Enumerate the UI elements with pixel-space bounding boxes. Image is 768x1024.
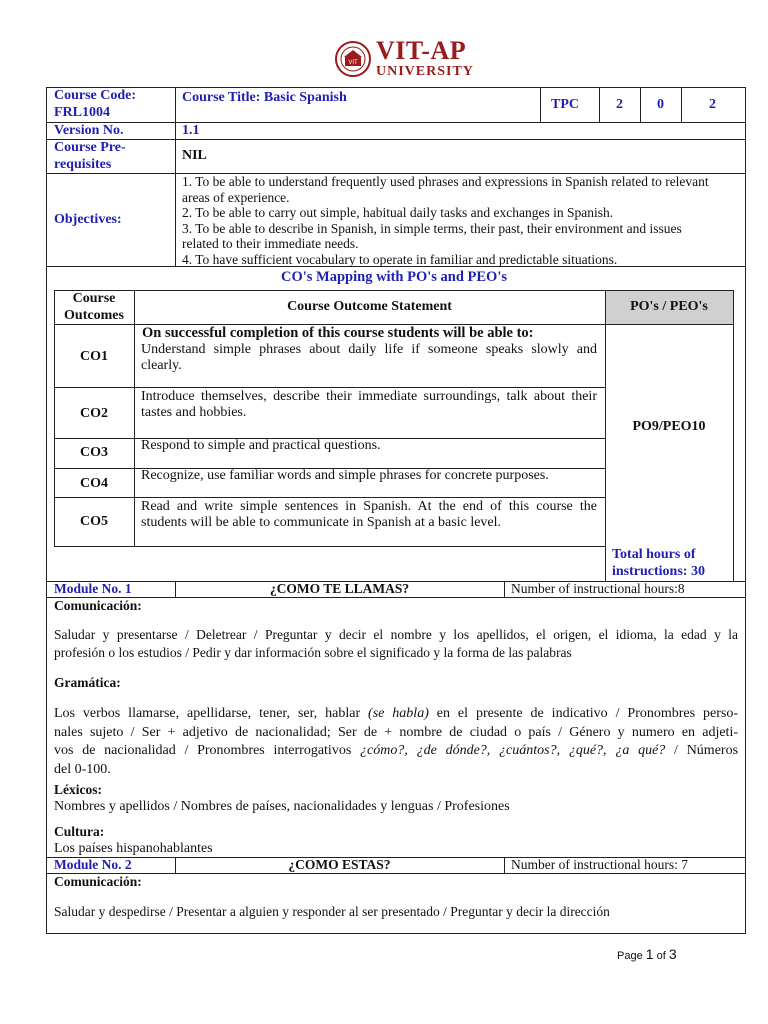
co5-statement: Read and write simple sentences in Spanish. At the end of this course the students will be able to communicate in Spanish at a basic level. xyxy=(141,499,597,530)
co1-statement: Understand simple phrases about daily life if someone speaks slowly and clearly. xyxy=(141,342,597,373)
total-hours-line1: Total hours of xyxy=(612,547,696,562)
tpc-label: TPC xyxy=(551,97,579,112)
version-value: 1.1 xyxy=(182,123,200,138)
module2-communication-text: Saludar y despedirse / Presentar a alguien y responder al ser presentado / Preguntar y decir la dirección xyxy=(54,904,610,919)
mapping-title: CO's Mapping with PO's and PEO's xyxy=(280,269,507,285)
university-logo xyxy=(334,38,484,82)
co3-label: CO3 xyxy=(80,445,108,460)
version-label: Version No. xyxy=(54,123,124,138)
prereq-label-line2: requisites xyxy=(54,157,112,172)
module1-label: Module No. 1 xyxy=(54,581,132,596)
module1-communication-heading: Comunicación: xyxy=(54,598,142,613)
objectives-label: Objectives: xyxy=(54,212,122,227)
co2-statement: Introduce themselves, describe their immediate surroundings, talk about their tastes and hobbies. xyxy=(141,389,597,420)
logo-title: VIT-AP xyxy=(376,36,467,65)
col-course-outcomes-line1: Course xyxy=(72,291,116,306)
objective-line: 3. To be able to describe in Spanish, in simple terms, their past, their environment and issues xyxy=(182,220,682,236)
university-seal-icon xyxy=(334,40,372,78)
co4-statement: Recognize, use familiar words and simple phrases for concrete purposes. xyxy=(141,468,549,483)
tpc-practical: 0 xyxy=(657,97,664,112)
module1-communication-text: Saludar y presentarse / Deletrear / Preguntar y decir el nombre y los apellidos, el origen, el idioma, la edad y la profesión o los estudios / Pedir y dar información sobre el significado y la forma de las palabras xyxy=(54,627,738,660)
co3-statement: Respond to simple and practical questions. xyxy=(141,438,381,453)
module1-lexicon-heading: Léxicos: xyxy=(54,782,102,797)
module1-culture-text: Los países hispanohablantes xyxy=(54,841,213,856)
col-outcome-statement: Course Outcome Statement xyxy=(287,299,452,314)
prereq-label-line1: Course Pre- xyxy=(54,140,126,155)
page-footer: Page 1 of 3 xyxy=(617,946,677,962)
module1-grammar-text: Los verbos llamarse, apellidarse, tener, ser, hablar (se habla) en el presente de indicativo / Pronombres perso- nales sujeto / Ser + adjetivo de nacionalidad; Ser de + nombre de ciudad o país / Género y numero en adjeti- vos de nacionalidad / Pronombres interrogativos ¿cómo?, ¿de dónde?, ¿cuántos?, ¿qué?, ¿a qué? / Números del 0-100. xyxy=(54,706,739,777)
module1-hours: Number of instructional hours:8 xyxy=(511,581,685,596)
module1-title: ¿COMO TE LLAMAS? xyxy=(269,581,410,596)
col-pos-peos: PO's / PEO's xyxy=(630,299,708,314)
module1-culture-heading: Cultura: xyxy=(54,824,105,839)
logo-subtitle: UNIVERSITY xyxy=(376,64,474,79)
module2-hours: Number of instructional hours: 7 xyxy=(511,857,688,872)
module2-communication-heading: Comunicación: xyxy=(54,874,142,889)
module2-label: Module No. 2 xyxy=(54,857,132,872)
outcomes-intro: On successful completion of this course students will be able to: xyxy=(142,325,534,341)
co5-label: CO5 xyxy=(80,514,108,529)
tpc-credits: 2 xyxy=(709,97,716,112)
course-title: Course Title: Basic Spanish xyxy=(182,90,347,105)
col-course-outcomes-line2: Outcomes xyxy=(64,308,124,323)
course-code-value: FRL1004 xyxy=(54,105,110,120)
page-total: 3 xyxy=(668,946,677,962)
objective-line: related to their immediate needs. xyxy=(182,236,359,251)
page-number: 1 xyxy=(645,946,654,962)
objective-line: 1. To be able to understand frequently used phrases and expressions in Spanish related to relevant xyxy=(182,174,709,189)
po-peo-value: PO9/PEO10 xyxy=(632,419,706,434)
objective-line: 2. To be able to carry out simple, habitual daily tasks and exchanges in Spanish. xyxy=(182,205,614,220)
objective-line: 4. To have sufficient vocabulary to operate in familiar and predictable situations. xyxy=(182,251,618,267)
module2-title: ¿COMO ESTAS? xyxy=(288,857,391,872)
total-hours-line2: instructions: 30 xyxy=(612,564,705,579)
module1-grammar-heading: Gramática: xyxy=(54,675,121,690)
co2-label: CO2 xyxy=(80,406,108,421)
tpc-theory: 2 xyxy=(616,97,623,112)
objectives-list xyxy=(182,174,709,267)
course-code-label: Course Code: xyxy=(54,88,137,103)
prereq-value: NIL xyxy=(182,148,207,163)
objective-line: areas of experience. xyxy=(182,189,290,205)
co4-label: CO4 xyxy=(80,476,108,491)
module1-lexicon-text: Nombres y apellidos / Nombres de países, nacionalidades y lenguas / Profesiones xyxy=(54,799,510,814)
seal-text: VIT xyxy=(348,60,358,66)
co1-label: CO1 xyxy=(80,349,108,364)
